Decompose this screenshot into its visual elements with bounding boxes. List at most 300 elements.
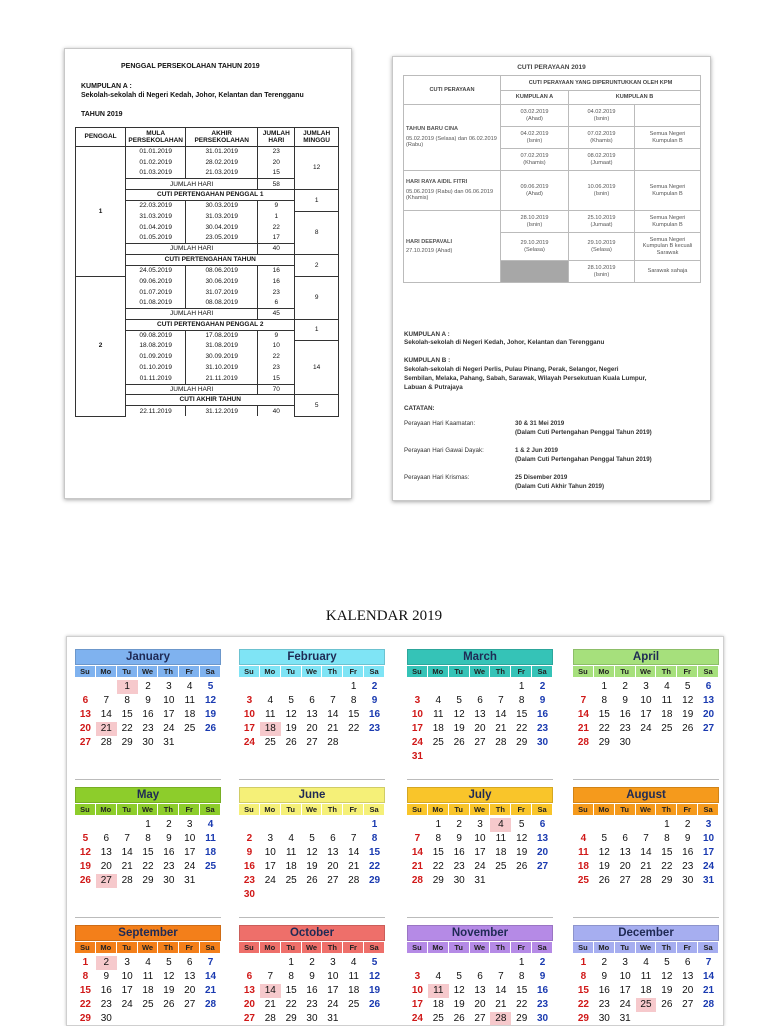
group-b-date: [569, 149, 635, 171]
day-cell: 29: [598, 737, 610, 748]
day-cell: 21: [264, 999, 276, 1010]
days-count: 23: [258, 147, 295, 158]
day-cell: 20: [474, 999, 486, 1010]
day-cell: 9: [539, 971, 546, 982]
day-cell: 16: [306, 985, 318, 996]
day-cell: 23: [369, 723, 381, 734]
day-cell: 1: [371, 819, 378, 830]
day-cell: 18: [640, 985, 652, 996]
day-cell: 26: [205, 723, 217, 734]
day-cell: 30: [100, 1013, 112, 1024]
days-count: 1: [258, 211, 295, 222]
group-a-label: KUMPULAN A :: [81, 83, 132, 90]
empty-cell: [470, 680, 491, 694]
day-cell: 30: [453, 875, 465, 886]
holiday-row: [404, 171, 701, 211]
empty-cell: [615, 818, 636, 832]
day-cell: 1: [82, 957, 89, 968]
weekday-label: Su: [239, 666, 260, 677]
end-date: 31.01.2019: [186, 147, 258, 158]
day-cell: 4: [664, 681, 670, 692]
group-b-day: (Jumaat): [590, 159, 613, 166]
weekday-label: Mo: [260, 804, 281, 815]
day-cell: 3: [166, 681, 172, 692]
day-cell: 18: [577, 861, 589, 872]
days-count: 16: [258, 265, 295, 276]
day-cell: 31: [163, 737, 175, 748]
day-cell: 9: [456, 833, 462, 844]
day-cell: 25: [661, 723, 673, 734]
day-cell: 12: [453, 709, 465, 720]
empty-cell: [449, 680, 470, 694]
day-cell: 18: [142, 985, 154, 996]
day-cell: 5: [309, 833, 315, 844]
weeks-count: 1: [295, 190, 339, 212]
end-date: 08.06.2019: [186, 265, 258, 276]
group-b-date: [569, 261, 635, 283]
weekday-label: Fr: [511, 666, 532, 677]
weekday-label: Mo: [428, 942, 449, 953]
start-date: 01.07.2019: [126, 287, 186, 298]
day-cell: 6: [103, 833, 110, 844]
day-cell: 10: [243, 709, 255, 720]
day-cell: 29: [577, 1013, 589, 1024]
note-value: 1 & 2 Jun 2019: [515, 447, 558, 454]
weekday-label: Sa: [532, 666, 553, 677]
weekday-label: Tu: [449, 804, 470, 815]
weekday-label: Th: [490, 666, 511, 677]
group-b-date-value: 25.10.2019: [587, 215, 616, 221]
empty-cell: [75, 680, 96, 694]
weekday-label: Fr: [677, 942, 698, 953]
day-cell: 8: [518, 971, 525, 982]
day-cell: 26: [682, 723, 694, 734]
day-cell: 31: [703, 875, 715, 886]
day-grid: [407, 818, 553, 888]
day-cell: 11: [428, 984, 449, 998]
day-cell: 5: [684, 681, 691, 692]
weekday-header-row: [239, 942, 385, 953]
day-cell: 22: [516, 999, 528, 1010]
day-cell: 21: [495, 999, 507, 1010]
day-cell: 2: [166, 819, 172, 830]
day-cell: 23: [100, 999, 112, 1010]
day-cell: 2: [246, 833, 253, 844]
holiday-row: [404, 105, 701, 127]
weekday-label: We: [470, 666, 491, 677]
day-cell: 26: [369, 999, 381, 1010]
day-cell: 14: [411, 847, 423, 858]
day-cell: 10: [411, 985, 423, 996]
month-header: February: [239, 649, 385, 665]
weekday-label: Sa: [698, 804, 719, 815]
weekday-label: Su: [573, 942, 594, 953]
day-cell: 6: [186, 957, 193, 968]
empty-cell: [407, 680, 428, 694]
day-cell: 30: [537, 737, 549, 748]
day-cell: 31: [184, 875, 196, 886]
day-cell: 20: [79, 723, 91, 734]
month-header: January: [75, 649, 221, 665]
total-days: 70: [258, 384, 295, 395]
day-grid: [239, 956, 385, 1026]
empty-cell: [573, 680, 594, 694]
day-cell: 27: [703, 723, 715, 734]
weekday-label: Sa: [200, 942, 221, 953]
festival-holiday-document: [392, 56, 711, 501]
start-date: 01.03.2019: [126, 168, 186, 179]
day-cell: 22: [79, 999, 91, 1010]
empty-cell: [117, 818, 138, 832]
day-cell: 26: [453, 737, 465, 748]
day-cell: 2: [539, 681, 546, 692]
empty-cell: [490, 956, 511, 970]
day-cell: 13: [682, 971, 694, 982]
day-cell: 14: [703, 971, 715, 982]
day-cell: 26: [163, 999, 175, 1010]
calendar-title: KALENDAR 2019: [325, 608, 443, 624]
day-cell: 4: [643, 957, 649, 968]
group-b-day: (Selasa): [591, 246, 612, 253]
day-cell: 26: [598, 875, 610, 886]
total-label: JUMLAH HARI: [126, 308, 258, 319]
day-cell: 12: [369, 971, 381, 982]
note-value: 30 & 31 Mei 2019: [515, 420, 565, 427]
day-cell: 1: [145, 819, 151, 830]
day-cell: 2: [601, 957, 608, 968]
group-a-date: [501, 105, 569, 127]
day-cell: 20: [537, 847, 549, 858]
weeks-count: 9: [295, 276, 339, 319]
break-label: CUTI AKHIR TAHUN: [126, 395, 295, 406]
total-label: JUMLAH HARI: [126, 179, 258, 190]
day-cell: 25: [636, 998, 657, 1012]
day-grid: [75, 680, 221, 750]
day-cell: 9: [684, 833, 691, 844]
day-cell: 22: [577, 999, 589, 1010]
day-cell: 19: [661, 985, 673, 996]
empty-cell: [239, 680, 260, 694]
weekday-label: Su: [239, 942, 260, 953]
note-detail: (Dalam Cuti Akhir Tahun 2019): [515, 483, 605, 490]
month-bottom-rule: [573, 917, 719, 918]
weekday-label: Su: [573, 804, 594, 815]
day-cell: 7: [103, 695, 110, 706]
weekday-label: Su: [573, 666, 594, 677]
day-cell: 27: [306, 737, 318, 748]
day-cell: 11: [433, 709, 444, 720]
term-table: [75, 127, 339, 417]
day-cell: 15: [142, 847, 154, 858]
day-cell: 17: [640, 709, 652, 720]
catatan-label: CATATAN:: [404, 405, 435, 412]
day-cell: 13: [100, 847, 112, 858]
day-cell: 22: [661, 861, 673, 872]
day-cell: 28: [205, 999, 217, 1010]
group-b-date-value: 07.02.2019: [587, 131, 616, 137]
day-cell: 23: [537, 723, 549, 734]
day-cell: 7: [267, 971, 274, 982]
empty-cell: [407, 956, 428, 970]
day-cell: 20: [243, 999, 255, 1010]
day-grid: [407, 956, 553, 1026]
term-table-row: [76, 276, 339, 287]
day-cell: 28: [327, 737, 339, 748]
day-cell: 24: [184, 861, 196, 872]
kump-a-label: KUMPULAN A :: [404, 331, 450, 338]
day-cell: 11: [578, 847, 589, 858]
col-header-group-b: KUMPULAN B: [569, 91, 701, 105]
day-cell: 26: [306, 875, 318, 886]
start-date: 22.11.2019: [126, 406, 186, 417]
day-cell: 28: [121, 875, 133, 886]
group-a-desc: Sekolah-sekolah di Negeri Kedah, Johor, Kelantan dan Terengganu: [81, 92, 304, 99]
break-label: CUTI PERTENGAHAN PENGGAL 2: [126, 319, 295, 330]
day-cell: 10: [163, 695, 175, 706]
day-cell: 5: [518, 819, 525, 830]
day-cell: 8: [664, 833, 670, 844]
day-cell: 13: [306, 709, 318, 720]
day-cell: 16: [598, 985, 610, 996]
day-cell: 31: [619, 1013, 631, 1024]
festival-dates: 27.10.2019 (Ahad): [406, 248, 453, 254]
break-label: CUTI PERTENGAHAN TAHUN: [126, 254, 295, 265]
day-cell: 3: [643, 681, 649, 692]
day-cell: 16: [243, 861, 255, 872]
note-detail: (Dalam Cuti Pertengahan Penggal Tahun 2019): [515, 429, 652, 436]
day-cell: 28: [490, 1012, 511, 1026]
day-cell: 1: [664, 819, 670, 830]
group-b-note: [635, 149, 701, 171]
start-date: 01.08.2019: [126, 298, 186, 309]
day-cell: 10: [640, 695, 652, 706]
empty-cell: [470, 956, 491, 970]
day-grid: [239, 680, 385, 750]
day-cell: 5: [456, 971, 462, 982]
start-date: 01.01.2019: [126, 147, 186, 158]
weekday-label: Su: [407, 942, 428, 953]
end-date: 30.09.2019: [186, 352, 258, 363]
day-cell: 5: [288, 695, 294, 706]
empty-cell: [302, 818, 323, 832]
start-date: 01.11.2019: [126, 373, 186, 384]
day-cell: 23: [598, 999, 610, 1010]
day-cell: 11: [142, 971, 154, 982]
day-cell: 16: [142, 709, 154, 720]
weekday-label: Th: [322, 942, 343, 953]
day-cell: 16: [619, 709, 631, 720]
days-count: 6: [258, 298, 295, 309]
day-cell: 8: [518, 695, 525, 706]
day-cell: 2: [145, 681, 151, 692]
day-cell: 16: [682, 847, 694, 858]
month-header: May: [75, 787, 221, 803]
weeks-count: 2: [295, 254, 339, 276]
start-date: 22.03.2019: [126, 200, 186, 211]
weekday-label: Mo: [594, 804, 615, 815]
day-cell: 18: [432, 723, 444, 734]
weekday-label: Fr: [343, 666, 364, 677]
weekday-label: We: [470, 804, 491, 815]
day-cell: 21: [121, 861, 133, 872]
day-cell: 3: [477, 819, 483, 830]
empty-cell: [75, 818, 96, 832]
day-cell: 9: [309, 971, 315, 982]
day-cell: 8: [288, 971, 294, 982]
weekday-label: Sa: [364, 804, 385, 815]
group-b-day: (Isnin): [593, 115, 610, 122]
weekday-label: Sa: [200, 804, 221, 815]
weekday-label: Sa: [532, 942, 553, 953]
group-a-day: (Khamis): [523, 159, 546, 166]
empty-cell: [490, 680, 511, 694]
day-cell: 5: [166, 957, 172, 968]
weekday-label: Fr: [511, 804, 532, 815]
holiday-row: [404, 211, 701, 233]
day-cell: 14: [348, 847, 360, 858]
day-cell: 19: [516, 847, 528, 858]
day-cell: 21: [703, 985, 715, 996]
day-cell: 9: [103, 971, 110, 982]
day-cell: 17: [327, 985, 339, 996]
days-count: 15: [258, 168, 295, 179]
festival-cell: [404, 105, 501, 171]
group-b-note: [635, 105, 701, 127]
total-label: JUMLAH HARI: [126, 244, 258, 255]
term-table-header: AKHIR PERSEKOLAHAN: [186, 128, 258, 147]
start-date: 01.05.2019: [126, 233, 186, 244]
end-date: 31.12.2019: [186, 406, 258, 417]
end-date: 31.03.2019: [186, 211, 258, 222]
day-cell: 20: [327, 861, 339, 872]
day-cell: 7: [207, 957, 214, 968]
day-cell: 23: [163, 861, 175, 872]
day-cell: 21: [411, 861, 423, 872]
day-cell: 16: [163, 847, 175, 858]
note-key: Perayaan Hari Gawai Dayak:: [404, 447, 484, 454]
day-cell: 11: [184, 695, 195, 706]
day-cell: 28: [703, 999, 715, 1010]
day-cell: 2: [96, 956, 117, 970]
day-cell: 23: [453, 861, 465, 872]
weekday-label: Fr: [343, 942, 364, 953]
day-cell: 2: [309, 957, 315, 968]
empty-cell: [260, 956, 281, 970]
weeks-count: 12: [295, 147, 339, 190]
day-cell: 6: [684, 957, 691, 968]
day-cell: 12: [516, 833, 528, 844]
day-cell: 29: [142, 875, 154, 886]
weekday-label: Mo: [260, 666, 281, 677]
day-grid: [407, 680, 553, 764]
day-cell: 18: [661, 709, 673, 720]
day-cell: 13: [184, 971, 196, 982]
day-cell: 1: [518, 681, 525, 692]
day-cell: 5: [601, 833, 608, 844]
day-cell: 29: [661, 875, 673, 886]
day-cell: 18: [348, 985, 360, 996]
term-number: 1: [76, 147, 126, 277]
month-header: April: [573, 649, 719, 665]
weekday-label: Su: [407, 804, 428, 815]
day-cell: 26: [285, 737, 297, 748]
day-cell: 31: [327, 1013, 339, 1024]
day-cell: 25: [264, 737, 276, 748]
day-cell: 21: [640, 861, 652, 872]
day-cell: 1: [288, 957, 294, 968]
end-date: 23.05.2019: [186, 233, 258, 244]
weekday-label: We: [636, 804, 657, 815]
day-cell: 7: [124, 833, 130, 844]
empty-cell: [322, 818, 343, 832]
day-cell: 29: [516, 1013, 528, 1024]
kump-b-desc-3: Labuan & Putrajaya: [404, 384, 463, 391]
day-cell: 14: [495, 709, 507, 720]
group-a-date: [501, 211, 569, 233]
start-date: 24.05.2019: [126, 265, 186, 276]
holiday-table: [403, 75, 701, 283]
day-cell: 28: [264, 1013, 276, 1024]
day-cell: 27: [79, 737, 91, 748]
day-cell: 17: [184, 847, 196, 858]
day-cell: 13: [243, 985, 255, 996]
empty-cell: [96, 818, 117, 832]
day-cell: 7: [498, 695, 504, 706]
group-a-date: [501, 171, 569, 211]
weekday-label: We: [138, 942, 159, 953]
day-cell: 24: [327, 999, 339, 1010]
group-a-date: [501, 149, 569, 171]
weekday-label: Th: [158, 804, 179, 815]
total-label: JUMLAH HARI: [126, 384, 258, 395]
group-b-note: Sarawak sahaja: [635, 261, 701, 283]
day-cell: 19: [79, 861, 91, 872]
day-cell: 25: [184, 723, 196, 734]
day-cell: 11: [640, 971, 652, 982]
day-cell: 3: [622, 957, 628, 968]
term-table-header: JUMLAH HARI: [258, 128, 295, 147]
empty-cell: [322, 680, 343, 694]
day-cell: 13: [327, 847, 339, 858]
weekday-label: Mo: [428, 804, 449, 815]
term-table-header: JUMLAH MINGGU: [295, 128, 339, 147]
day-cell: 18: [495, 847, 507, 858]
day-cell: 30: [142, 737, 154, 748]
day-cell: 15: [285, 985, 297, 996]
weekday-label: We: [470, 942, 491, 953]
group-b-date: [569, 211, 635, 233]
day-cell: 10: [184, 833, 196, 844]
day-cell: 17: [474, 847, 486, 858]
day-cell: 6: [246, 971, 253, 982]
day-cell: 24: [640, 723, 652, 734]
weekday-header-row: [75, 666, 221, 677]
day-cell: 9: [622, 695, 628, 706]
month-header: October: [239, 925, 385, 941]
kump-b-label: KUMPULAN B :: [404, 357, 451, 364]
day-cell: 5: [82, 833, 89, 844]
day-cell: 27: [184, 999, 196, 1010]
day-cell: 25: [432, 737, 444, 748]
day-cell: 11: [205, 833, 216, 844]
day-cell: 2: [371, 681, 378, 692]
days-count: 40: [258, 406, 295, 417]
month-january: [75, 649, 221, 750]
day-cell: 31: [411, 751, 423, 762]
day-cell: 15: [432, 847, 444, 858]
day-cell: 8: [124, 695, 130, 706]
festival-cell: [404, 211, 501, 283]
